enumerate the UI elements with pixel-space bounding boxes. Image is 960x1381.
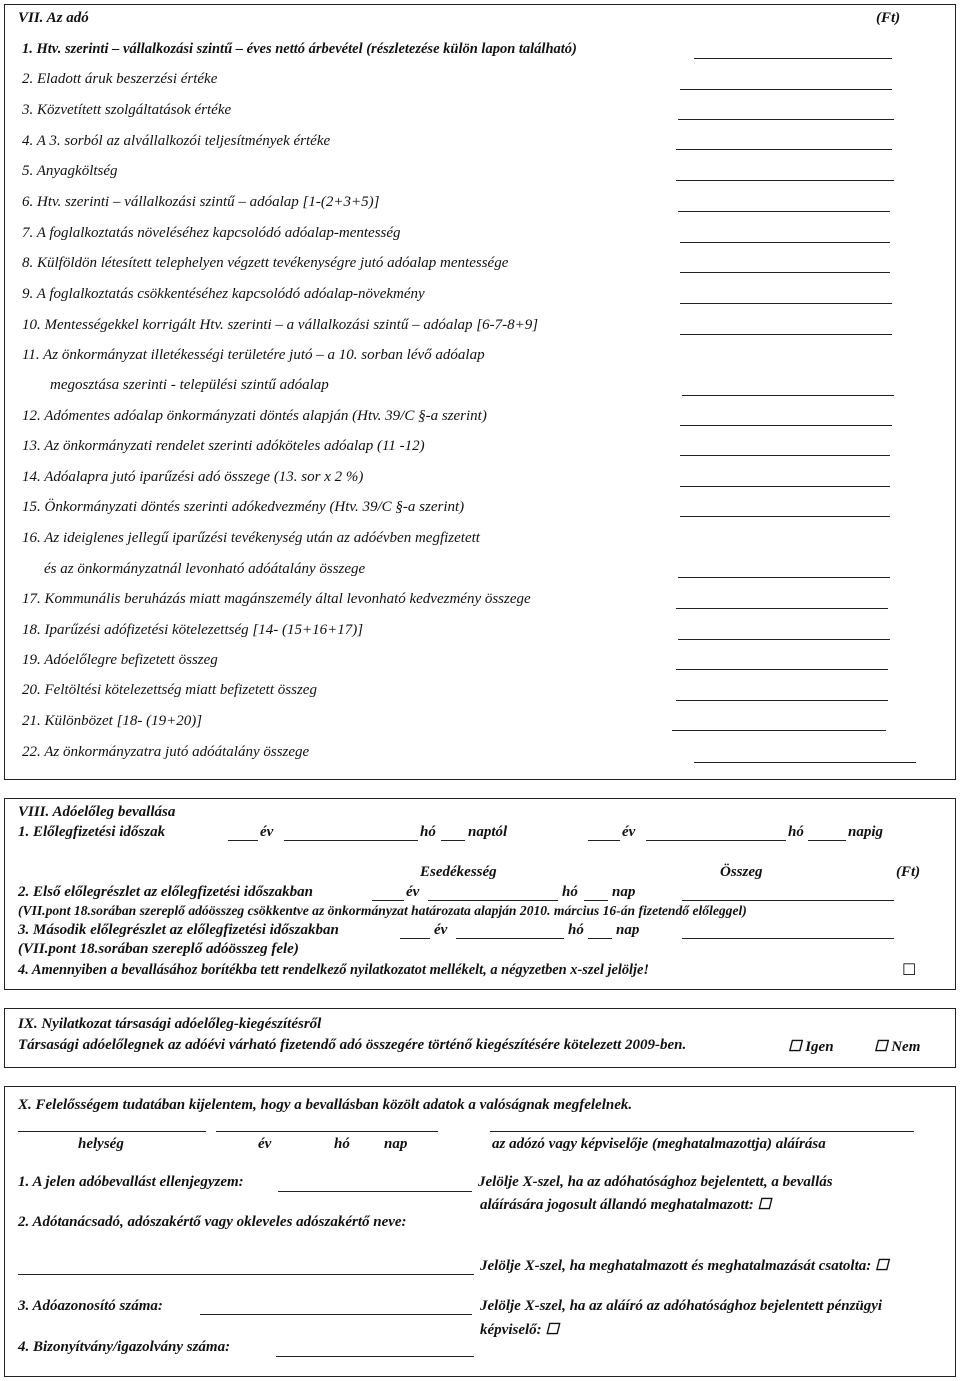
row-2-field[interactable] — [680, 89, 892, 90]
advisor-note: Jelölje X-szel, ha meghatalmazott és meghatalmazását csatolta: ☐ — [480, 1258, 889, 1274]
declaration-checkbox[interactable]: ☐ — [902, 962, 917, 979]
row-16-field[interactable] — [678, 577, 890, 578]
section-viii-unit: (Ft) — [896, 864, 921, 880]
row-19: 19. Adóelőlegre befizetett összeg — [22, 652, 218, 668]
osszeg-header: Összeg — [720, 864, 763, 880]
signature-place-field[interactable] — [18, 1131, 206, 1132]
row-18: 18. Iparűzési adófizetési kötelezettség [14- (15+16+17)] — [22, 622, 364, 638]
row-21-field[interactable] — [672, 730, 886, 731]
row-19-field[interactable] — [676, 669, 888, 670]
countersign-label: 1. A jelen adóbevallást ellenjegyzem: — [18, 1174, 244, 1190]
installment-1-ho: hó — [562, 884, 578, 900]
helyseg-label: helység — [78, 1136, 124, 1152]
row-14: 14. Adóalapra jutó iparűzési adó összege (13. sor x 2 %) — [22, 469, 364, 485]
installment-2-nap: nap — [616, 922, 640, 938]
installment-2: 3. Második előlegrészlet az előlegfizetési időszakban — [18, 922, 339, 938]
row-16-cont: és az önkormányzatnál levonható adóátalány összege — [44, 561, 366, 577]
installment-1-nap: nap — [612, 884, 636, 900]
row-14-field[interactable] — [680, 486, 890, 487]
row-13: 13. Az önkormányzati rendelet szerinti adóköteles adóalap (11 -12) — [22, 438, 425, 454]
period-ev-2: év — [622, 824, 636, 840]
period-ho-2: hó — [788, 824, 804, 840]
period-label: 1. Előlegfizetési időszak — [18, 824, 166, 840]
row-1-field[interactable] — [694, 58, 892, 59]
row-10: 10. Mentességekkel korrigált Htv. szerinti – a vállalkozási szintű – adóalap [6-7-8+9] — [22, 317, 539, 333]
advisor-label: 2. Adótanácsadó, adószakértő vagy okleveles adószakértő neve: — [18, 1214, 407, 1230]
signature-date-field[interactable] — [216, 1131, 438, 1132]
row-11-field[interactable] — [682, 395, 894, 396]
row-17-field[interactable] — [676, 608, 888, 609]
row-15: 15. Önkormányzati döntés szerinti adókedvezmény (Htv. 39/C §-a szerint) — [22, 499, 465, 515]
section-ix-text: Társasági adóelőlegnek az adóévi várható fizetendő adó összegére történő kiegészítésére kötelezett 2009-ben. — [18, 1037, 687, 1053]
row-22: 22. Az önkormányzatra jutó adóátalány összege — [22, 744, 310, 760]
installment-2-year[interactable] — [400, 938, 430, 939]
section-x-title: X. Felelősségem tudatában kijelentem, hogy a bevallásban közölt adatok a valóságnak megfelelnek. — [18, 1097, 633, 1113]
row-1: 1. Htv. szerinti – vállalkozási szintű – éves nettó árbevétel (részletezése külön lapon található) — [22, 41, 577, 57]
countersign-note-b: aláírására jogosult állandó meghatalmazott: ☐ — [480, 1197, 771, 1213]
installment-2-ho: hó — [568, 922, 584, 938]
period-year-to[interactable] — [588, 840, 620, 841]
row-16: 16. Az ideiglenes jellegű iparűzési tevékenység után az adóévben megfizetett — [22, 530, 480, 546]
row-21: 21. Különbözet [18- (19+20)] — [22, 713, 203, 729]
row-8: 8. Külföldön létesített telephelyen végzett tevékenységre jutó adóalap mentessége — [22, 255, 509, 271]
signature-field[interactable] — [490, 1131, 914, 1132]
installment-1-ev: év — [406, 884, 420, 900]
row-3: 3. Közvetített szolgáltatások értéke — [22, 102, 232, 118]
row-13-field[interactable] — [680, 455, 890, 456]
row-12: 12. Adómentes adóalap önkormányzati döntés alapján (Htv. 39/C §-a szerint) — [22, 408, 487, 424]
row-9: 9. A foglalkoztatás csökkentéséhez kapcsolódó adóalap-növekmény — [22, 286, 425, 302]
row-22-field[interactable] — [694, 762, 916, 763]
row-8-field[interactable] — [680, 272, 890, 273]
certificate-field[interactable] — [276, 1356, 474, 1357]
section-vii-unit: (Ft) — [876, 10, 901, 26]
row-3-field[interactable] — [678, 119, 894, 120]
installment-2-ev: év — [434, 922, 448, 938]
row-4: 4. A 3. sorból az alvállalkozói teljesítmények értéke — [22, 133, 331, 149]
installment-1-day[interactable] — [584, 900, 608, 901]
declaration-note: 4. Amennyiben a bevallásához borítékba tett rendelkező nyilatkozatot mellékelt, a négyzetben x-szel jelölje! — [18, 962, 650, 978]
period-month-to[interactable] — [646, 840, 786, 841]
row-12-field[interactable] — [680, 425, 892, 426]
period-year-from[interactable] — [228, 840, 258, 841]
row-5-field[interactable] — [676, 180, 894, 181]
period-ev-1: év — [260, 824, 274, 840]
signature-label: az adózó vagy képviselője (meghatalmazottja) aláírása — [492, 1136, 826, 1152]
row-18-field[interactable] — [678, 639, 890, 640]
installment-1-year[interactable] — [372, 900, 404, 901]
taxid-note-b: képviselő: ☐ — [480, 1322, 559, 1338]
taxid-field[interactable] — [200, 1314, 472, 1315]
certificate-label: 4. Bizonyítvány/igazolvány száma: — [18, 1339, 231, 1355]
period-month-from[interactable] — [284, 840, 418, 841]
row-11-cont: megosztása szerinti - települési szintű adóalap — [50, 377, 329, 393]
igen-option[interactable]: ☐ Igen — [788, 1039, 834, 1055]
row-5: 5. Anyagköltség — [22, 163, 118, 179]
installment-2-month[interactable] — [456, 938, 564, 939]
row-2: 2. Eladott áruk beszerzési értéke — [22, 71, 218, 87]
row-6-field[interactable] — [678, 211, 890, 212]
period-naptol: naptól — [468, 824, 508, 840]
esedekesseg-header: Esedékesség — [420, 864, 497, 880]
row-20-field[interactable] — [676, 700, 888, 701]
row-4-field[interactable] — [676, 149, 892, 150]
installment-2-note: (VII.pont 18.sorában szereplő adóösszeg fele) — [18, 941, 299, 957]
row-7-field[interactable] — [680, 242, 890, 243]
ev-label: év — [258, 1136, 272, 1152]
section-viii-title: VIII. Adóelőleg bevallása — [18, 804, 176, 820]
row-9-field[interactable] — [680, 303, 892, 304]
countersign-note-a: Jelölje X-szel, ha az adóhatósághoz bejelentett, a bevallás — [478, 1174, 833, 1190]
advisor-name-field[interactable] — [18, 1274, 474, 1275]
countersign-field[interactable] — [278, 1191, 472, 1192]
row-10-field[interactable] — [680, 334, 892, 335]
nap-label: nap — [384, 1136, 408, 1152]
taxid-note-a: Jelölje X-szel, ha az aláíró az adóhatósághoz bejelentett pénzügyi — [480, 1298, 883, 1314]
installment-2-day[interactable] — [588, 938, 612, 939]
installment-2-amount[interactable] — [682, 938, 894, 939]
row-6: 6. Htv. szerinti – vállalkozási szintű – adóalap [1-(2+3+5)] — [22, 194, 380, 210]
row-7: 7. A foglalkoztatás növeléséhez kapcsolódó adóalap-mentesség — [22, 225, 401, 241]
period-day-from[interactable] — [441, 840, 465, 841]
installment-1-note: (VII.pont 18.sorában szereplő adóösszeg csökkentve az önkormányzat határozata alapján 2010. március 16-án fizetendő előleggel) — [18, 903, 747, 918]
row-11: 11. Az önkormányzat illetékességi területére jutó – a 10. sorban lévő adóalap — [22, 347, 485, 363]
nem-option[interactable]: ☐ Nem — [874, 1039, 921, 1055]
ho-label: hó — [334, 1136, 350, 1152]
period-napig: napig — [848, 824, 884, 840]
installment-1-amount[interactable] — [682, 900, 894, 901]
section-ix-title: IX. Nyilatkozat társasági adóelőleg-kiegészítésről — [18, 1016, 322, 1032]
period-ho-1: hó — [420, 824, 436, 840]
row-15-field[interactable] — [680, 516, 890, 517]
row-17: 17. Kommunális beruházás miatt magánszemély által levonható kedvezmény összege — [22, 591, 531, 607]
section-vii-title: VII. Az adó — [18, 10, 89, 26]
installment-1-month[interactable] — [428, 900, 558, 901]
period-day-to[interactable] — [808, 840, 846, 841]
row-20: 20. Feltöltési kötelezettség miatt befizetett összeg — [22, 682, 317, 698]
taxid-label: 3. Adóazonosító száma: — [18, 1298, 163, 1314]
installment-1: 2. Első előlegrészlet az előlegfizetési időszakban — [18, 884, 313, 900]
